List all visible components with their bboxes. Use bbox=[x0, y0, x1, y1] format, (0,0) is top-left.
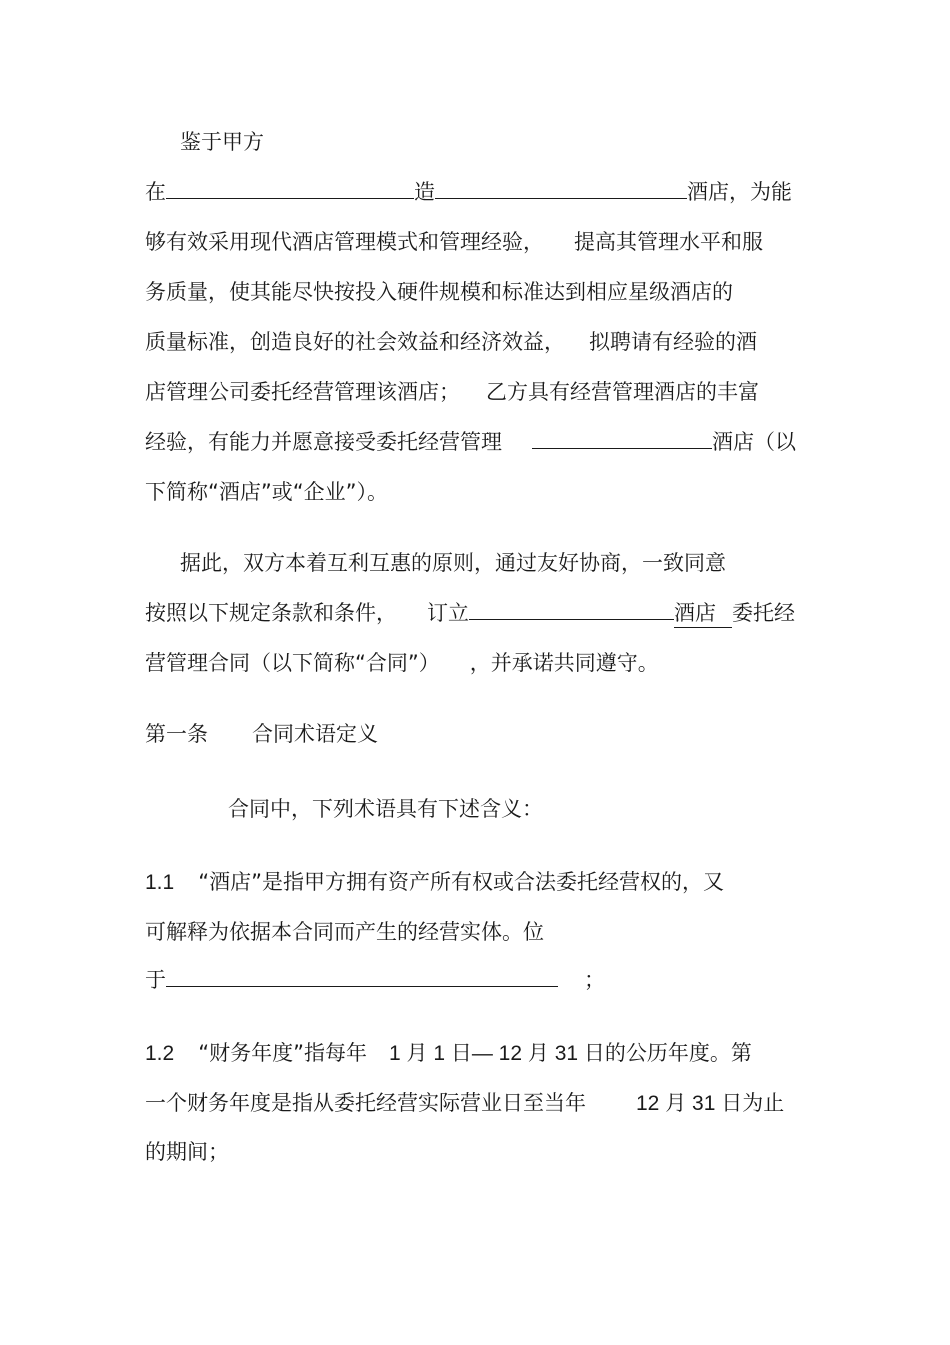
clause-1-2-line-2 bbox=[145, 1089, 784, 1118]
preamble-text: 质量标准，创造良好的社会效益和经济效益， bbox=[145, 330, 565, 354]
hotel-underlined-label: 酒店 bbox=[674, 599, 732, 628]
preamble-text: 提高其管理水平和服 bbox=[574, 230, 763, 254]
clause-text: 12 月 31 日为止 bbox=[636, 1092, 785, 1115]
preamble-text: 够有效采用现代酒店管理模式和管理经验， bbox=[145, 230, 544, 254]
fill-in-blank-hotel-name bbox=[532, 428, 712, 449]
fill-in-blank-hotel-address bbox=[166, 966, 558, 987]
agreement-text: 据此，双方本着互利互惠的原则，通过友好协商，一致同意 bbox=[180, 551, 726, 575]
article-intro bbox=[228, 795, 543, 823]
preamble-line-5 bbox=[145, 328, 757, 356]
preamble-line-7 bbox=[145, 428, 796, 456]
clause-text: 的期间； bbox=[145, 1140, 229, 1164]
preamble-text: 在 bbox=[145, 180, 166, 204]
preamble-line-8 bbox=[145, 478, 388, 506]
preamble-line-6 bbox=[145, 378, 759, 406]
preamble-line-2 bbox=[145, 178, 792, 206]
preamble-line-1 bbox=[180, 128, 264, 156]
clause-text: 一个财务年度是指从委托经营实际营业日至当年 bbox=[145, 1091, 586, 1115]
preamble-text: 下简称“酒店”或“企业”）。 bbox=[145, 480, 389, 504]
agreement-line-2 bbox=[145, 599, 795, 628]
preamble-text: 乙方具有经营管理酒店的丰富 bbox=[486, 380, 759, 404]
preamble-text: 酒店（以 bbox=[712, 430, 796, 454]
article-intro-text: 合同中，下列术语具有下述含义： bbox=[228, 797, 543, 821]
preamble-text: 店管理公司委托经营管理该酒店； bbox=[145, 380, 460, 404]
clause-text: ； bbox=[584, 968, 605, 992]
clause-text: 于 bbox=[145, 968, 166, 992]
agreement-text: 订立 bbox=[427, 601, 469, 625]
clause-1-1-line-3 bbox=[145, 966, 605, 994]
clause-1-1-line-2 bbox=[145, 918, 544, 946]
agreement-text: 委托经 bbox=[732, 601, 795, 625]
clause-text: “财务年度”指每年 bbox=[198, 1041, 367, 1065]
agreement-text: 营管理合同（以下简称“合同”） bbox=[145, 651, 440, 675]
clause-number: 1.1 bbox=[145, 871, 175, 894]
fill-in-blank-builder bbox=[435, 178, 687, 199]
agreement-line-1 bbox=[180, 549, 726, 577]
fill-in-blank-contract-hotel bbox=[469, 599, 674, 620]
preamble-text: 务质量，使其能尽快按投入硬件规模和标准达到相应星级酒店的 bbox=[145, 280, 733, 304]
preamble-text: 经验，有能力并愿意接受委托经营管理 bbox=[145, 430, 502, 454]
clause-1-1-line-1 bbox=[145, 868, 724, 897]
preamble-text: 拟聘请有经验的酒 bbox=[589, 330, 757, 354]
clause-text: 可解释为依据本合同而产生的经营实体。位 bbox=[145, 920, 544, 944]
agreement-line-3 bbox=[145, 649, 659, 677]
preamble-text: 鉴于甲方 bbox=[180, 130, 264, 154]
preamble-text: 酒店，为能 bbox=[687, 180, 792, 204]
clause-text: “酒店”是指甲方拥有资产所有权或合法委托经营权的，又 bbox=[198, 870, 724, 894]
article-heading bbox=[145, 720, 378, 748]
fill-in-blank-location bbox=[166, 178, 414, 199]
article-title: 合同术语定义 bbox=[252, 722, 378, 746]
agreement-text: ，并承诺共同遵守。 bbox=[469, 651, 659, 675]
clause-1-2-line-3 bbox=[145, 1138, 229, 1166]
clause-text: 1 月 1 日— 12 月 31 日的公历年度。第 bbox=[388, 1042, 752, 1065]
preamble-text: 造 bbox=[414, 180, 435, 204]
clause-1-2-line-1 bbox=[145, 1039, 752, 1068]
preamble-line-3 bbox=[145, 228, 763, 256]
agreement-text: 按照以下规定条款和条件， bbox=[145, 601, 397, 625]
article-number: 第一条 bbox=[145, 722, 208, 746]
clause-number: 1.2 bbox=[145, 1042, 175, 1065]
preamble-line-4 bbox=[145, 278, 733, 306]
